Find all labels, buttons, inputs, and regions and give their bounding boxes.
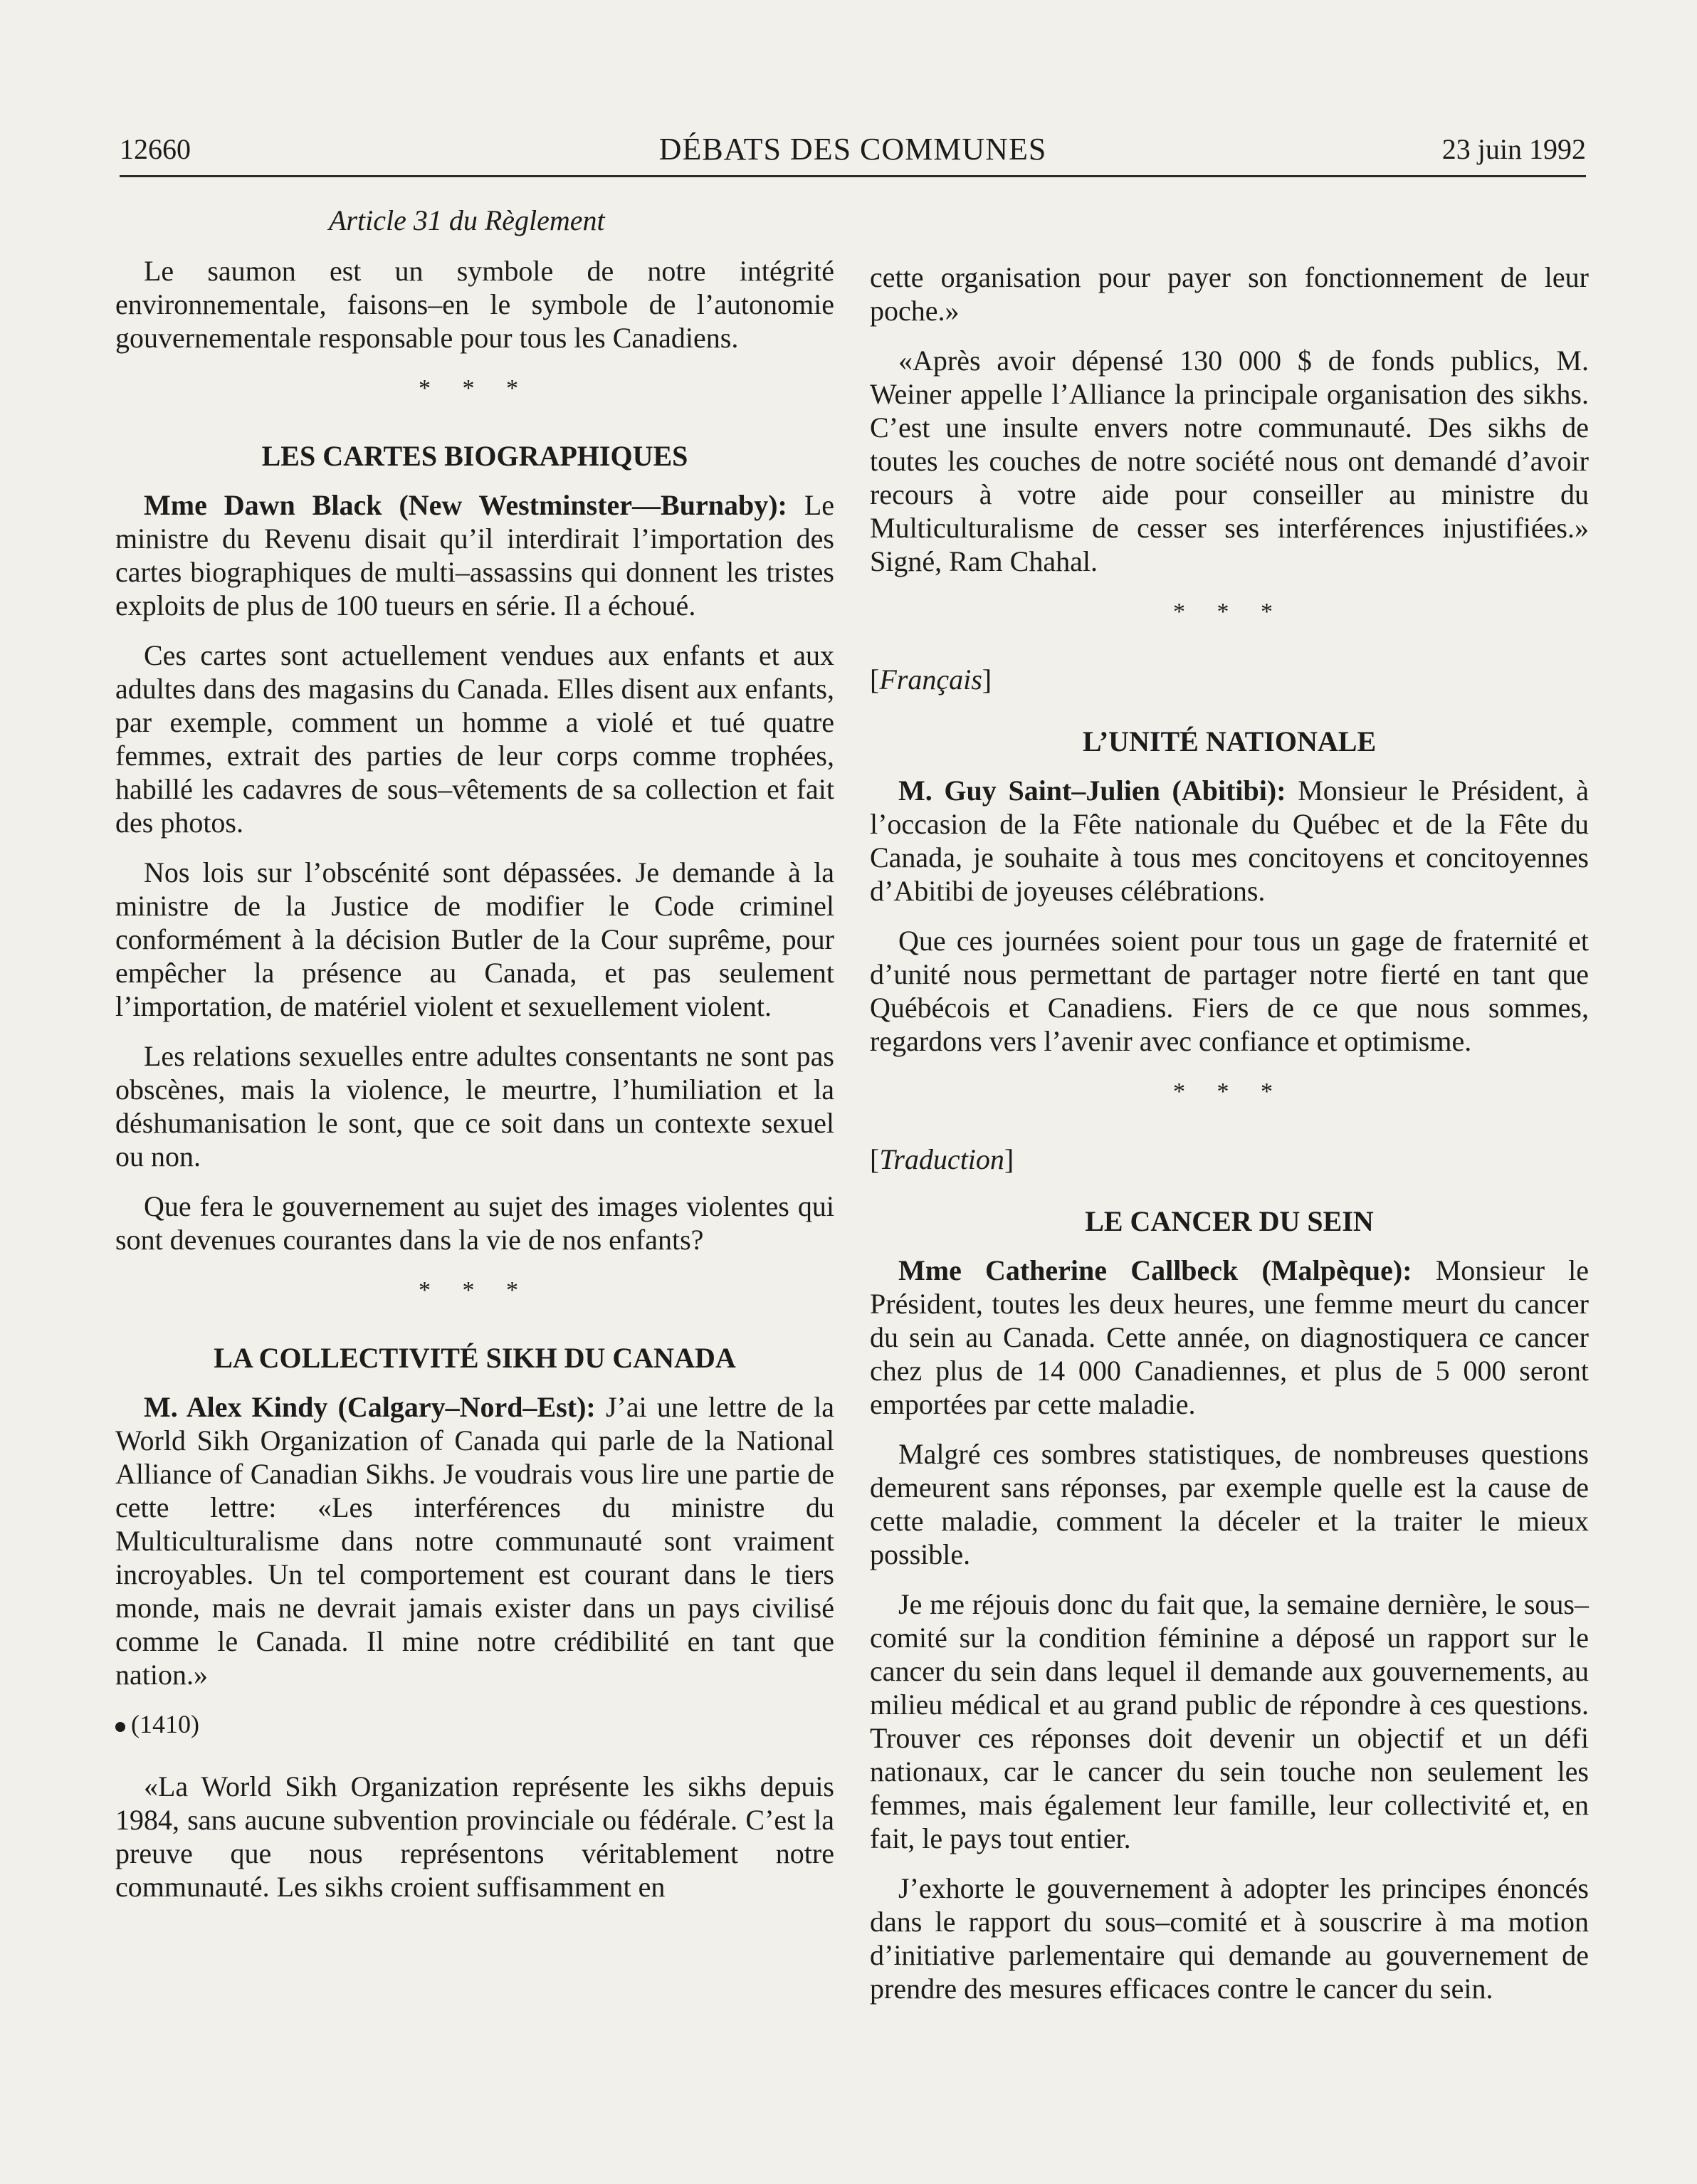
- statement-paragraph: [870, 774, 1589, 908]
- paragraph: Le saumon est un symbole de notre intégrité environnementale, faisons–en le symbole de l’autonomie gouvernementale responsable pour tous les Canadiens.: [115, 255, 834, 354]
- statement-text: Le ministre du Revenu disait qu’il interdirait l’importation des cartes biographiques de multi–assassins qui donnent les tristes exploits de plus de 100 tueurs en série. Il a échoué.: [115, 489, 835, 621]
- statement-paragraph: [115, 488, 834, 622]
- language-note: [Français]: [870, 663, 992, 695]
- statement-text: J’ai une lettre de la World Sikh Organization of Canada qui parle de la National Alliance of Canadian Sikhs. Je voudrais vous lire une partie de cette lettre: «Les interférences du ministre du Multiculturalisme dans notre communauté sont vraiment incroyables. Un tel comportement est courant dans le tiers monde, mais ne devrait jamais exister dans un pays civilisé comme le Canada. Il mine notre crédibilité en tant que nation.»: [115, 1391, 835, 1691]
- section-separator: * * *: [419, 375, 531, 401]
- left-column: [115, 204, 834, 1920]
- speaker-name: Mme Dawn Black (New Westminster—Burnaby):: [144, 489, 787, 521]
- speaker-name: M. Guy Saint–Julien (Abitibi):: [898, 775, 1286, 807]
- paragraph: cette organisation pour payer son fonctionnement de leur poche.»: [870, 261, 1589, 327]
- statement-paragraph: [870, 1254, 1589, 1421]
- language-note: [Traduction]: [870, 1143, 1014, 1175]
- right-column: [870, 261, 1589, 2022]
- language-note-text: Français: [879, 663, 982, 695]
- time-marker-text: (1410): [131, 1710, 199, 1738]
- page-header: [120, 128, 1586, 177]
- journal-title: DÉBATS DES COMMUNES: [658, 132, 1047, 167]
- issue-date: 23 juin 1992: [1441, 133, 1586, 165]
- rule-reference: Article 31 du Règlement: [329, 204, 605, 236]
- paragraph: Malgré ces sombres statistiques, de nombreuses questions demeurent sans réponses, par exemple quelle est la cause de cette maladie, comment la déceler et la traiter le mieux possible.: [870, 1438, 1589, 1570]
- paragraph: J’exhorte le gouvernement à adopter les principes énoncés dans le rapport du sous–comité et à souscrire à ma motion d’initiative parlementaire qui demande au gouvernement de prendre des mesures efficaces contre le cancer du sein.: [870, 1872, 1589, 2005]
- statement-paragraph: [115, 1390, 834, 1691]
- paragraph: Que ces journées soient pour tous un gage de fraternité et d’unité nous permettant de partager notre fierté en tant que Québécois et Canadiens. Fiers de ce que nous sommes, regardons vers l’avenir avec confiance et optimisme.: [870, 925, 1589, 1057]
- language-note-text: Traduction: [879, 1143, 1004, 1175]
- paragraph: Je me réjouis donc du fait que, la semaine dernière, le sous–comité sur la condition féminine a déposé un rapport sur le cancer du sein dans lequel il demande aux gouvernements, au milieu médical et au grand public de répondre à ces questions. Trouver ces réponses doit devenir un objectif et un défi nationaux, car le cancer du sein touche non seulement les femmes, mais également leur famille, leur collectivité et, en fait, le pays tout entier.: [870, 1588, 1589, 1854]
- statement-text: Monsieur le Président, toutes les deux heures, une femme meurt du cancer du sein au Canada. Cette année, on diagnostiquera ce cancer chez plus de 14 000 Canadiennes, et plus de 5 000 seront emportées par cette maladie.: [870, 1254, 1590, 1420]
- section-separator: * * *: [1173, 599, 1286, 625]
- paragraph: Que fera le gouvernement au sujet des images violentes qui sont devenues courantes dans la vie de nos enfants?: [115, 1190, 834, 1256]
- speaker-name: Mme Catherine Callbeck (Malpèque):: [898, 1254, 1412, 1286]
- section-title-cancer-du-sein: LE CANCER DU SEIN: [1085, 1205, 1374, 1237]
- section-title-cartes-biographiques: LES CARTES BIOGRAPHIQUES: [261, 440, 688, 472]
- paragraph: Les relations sexuelles entre adultes consentants ne sont pas obscènes, mais la violence, le meurtre, l’humiliation et la déshumanisation le sont, que ce soit dans un contexte sexuel ou non.: [115, 1040, 834, 1172]
- section-title-unite-nationale: L’UNITÉ NATIONALE: [1082, 725, 1377, 757]
- speaker-name: M. Alex Kindy (Calgary–Nord–Est):: [144, 1391, 596, 1423]
- time-marker: [115, 1708, 834, 1741]
- page-number: 12660: [120, 133, 191, 165]
- paragraph: Nos lois sur l’obscénité sont dépassées. Je demande à la ministre de la Justice de modifier le Code criminel conformément à la décision Butler de la Cour suprême, pour empêcher la présence au Canada, et pas seulement l’importation, de matériel violent et sexuellement violent.: [115, 856, 834, 1022]
- statement-text: Monsieur le Président, à l’occasion de la Fête nationale du Québec et de la Fête du Canada, je souhaite à tous mes concitoyens et concitoyennes d’Abitibi de joyeuses célébrations.: [870, 775, 1589, 907]
- paragraph: «Après avoir dépensé 130 000 $ de fonds publics, M. Weiner appelle l’Alliance la principale organisation des sikhs. C’est une insulte envers notre communauté. Des sikhs de toutes les couches de notre société nous ont demandé d’avoir recours à votre aide pour conseiller au ministre du Multiculturalisme de cesser ses interférences injustifiées.» Signé, Ram Chahal.: [870, 345, 1589, 577]
- section-separator: * * *: [419, 1277, 531, 1303]
- section-title-collectivite-sikh: LA COLLECTIVITÉ SIKH DU CANADA: [214, 1342, 736, 1374]
- paragraph: Ces cartes sont actuellement vendues aux enfants et aux adultes dans des magasins du Canada. Elles disent aux enfants, par exemple, comment un homme a violé et tué quatre femmes, extrait des parties de leur corps comme trophées, habillé les cadavres de sous–vêtements de sa collection et fait des photos.: [115, 639, 834, 839]
- bullet-icon: [115, 1722, 125, 1732]
- section-separator: * * *: [1173, 1078, 1286, 1105]
- paragraph: «La World Sikh Organization représente les sikhs depuis 1984, sans aucune subvention provinciale ou fédérale. C’est la preuve que nous représentons véritablement notre communauté. Les sikhs croient suffisamment en: [115, 1770, 834, 1903]
